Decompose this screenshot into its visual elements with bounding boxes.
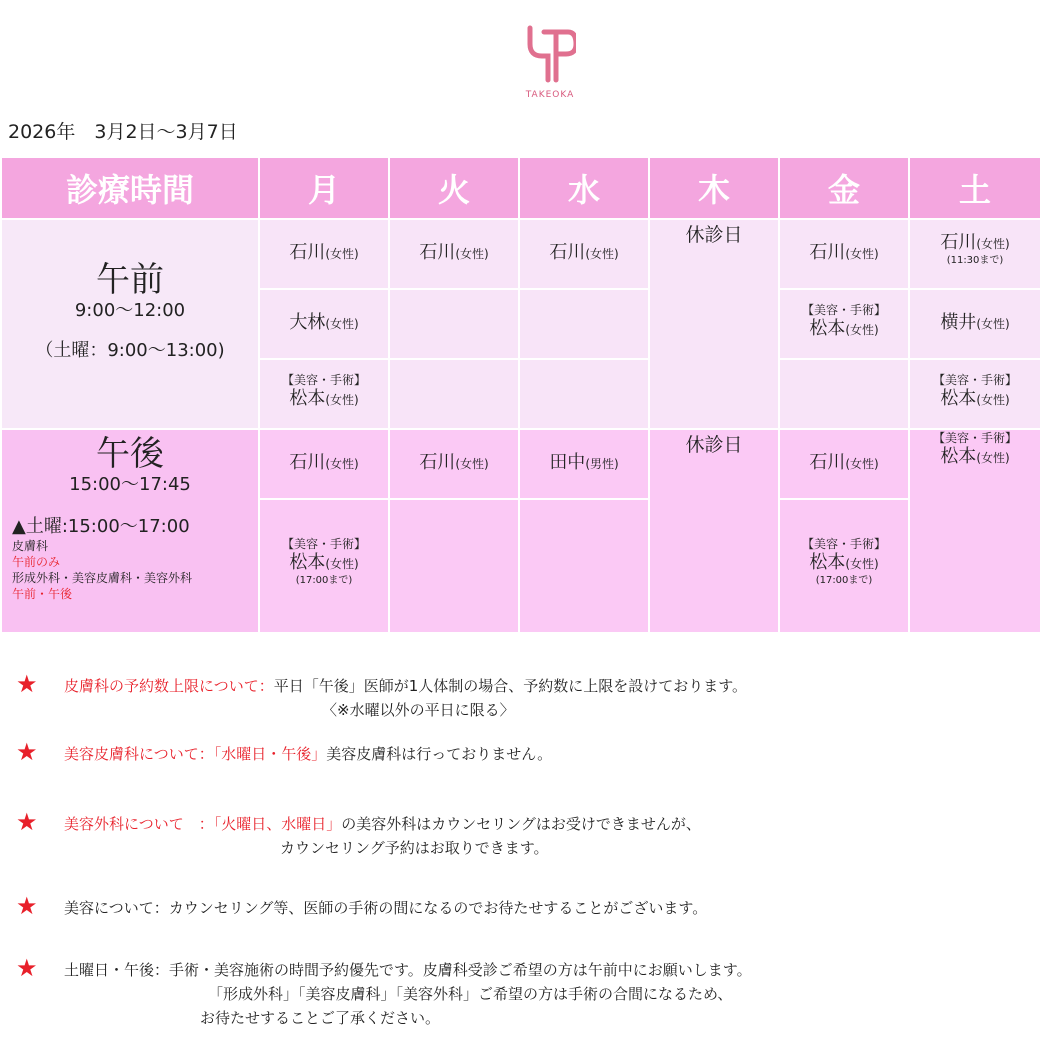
- doctor-name: 田中: [549, 452, 586, 473]
- am-tue-3: [389, 359, 519, 429]
- pm-fri-2: [779, 499, 909, 633]
- star-icon: ★: [16, 670, 38, 698]
- doctor-name: 松本: [940, 388, 977, 409]
- pm-mon-1: [259, 429, 389, 499]
- am-row-1: [1, 219, 1040, 289]
- pm-fri-1: [779, 429, 909, 499]
- doctor-gender: (女性): [845, 557, 879, 571]
- dept-tag: 【美容・手術】: [281, 537, 366, 551]
- doctor-name: 松本: [809, 318, 846, 339]
- am-fri-3: [779, 359, 909, 429]
- doctor-name: 石川: [809, 242, 846, 263]
- note-body: 平日「午後」医師が1人体制の場合、予約数に上限を設けております。: [273, 677, 748, 695]
- doctor-name: 石川: [419, 242, 456, 263]
- pm-wed-2: [519, 499, 649, 633]
- closed-label: 休診日: [685, 434, 743, 456]
- note-continuation: お待たせすることご了承ください。: [200, 1009, 441, 1027]
- am-mon-2: [259, 289, 389, 359]
- pm-hours: 15:00～17:45: [69, 474, 191, 495]
- note-body: 美容皮膚科は行っておりません。: [326, 745, 553, 763]
- am-wed-1: [519, 219, 649, 289]
- header-fri: 金: [779, 157, 909, 219]
- dept-note: 形成外科・美容皮膚科・美容外科: [12, 571, 193, 585]
- dept-tag: 【美容・手術】: [932, 431, 1017, 445]
- header-sat: 土: [909, 157, 1040, 219]
- header-time: 診療時間: [1, 157, 259, 219]
- doctor-gender: (女性): [455, 247, 489, 261]
- am-sat-3: [909, 359, 1040, 429]
- am-time-cell: [1, 219, 259, 429]
- dept-note-hours: 午前のみ: [12, 555, 61, 569]
- star-icon: ★: [16, 892, 38, 920]
- doctor-gender: (女性): [325, 247, 359, 261]
- am-tue-1: [389, 219, 519, 289]
- header-thu: 木: [649, 157, 779, 219]
- doctor-name: 石川: [940, 232, 977, 253]
- note-body: の美容外科はカウンセリングはお受けできませんが、: [341, 815, 701, 833]
- doctor-name: 松本: [940, 446, 977, 467]
- doctor-gender: (女性): [325, 393, 359, 407]
- takeoka-logo: [520, 24, 580, 106]
- until-note: (11:30まで): [946, 255, 1004, 266]
- am-sat-1: [909, 219, 1040, 289]
- schedule-table: [0, 156, 1040, 634]
- pm-tue-1: [389, 429, 519, 499]
- am-hours: 9:00～12:00: [74, 300, 186, 321]
- note-heading: 美容皮膚科について：「水曜日・午後」: [64, 745, 327, 763]
- pm-time-cell: [1, 429, 259, 633]
- dept-tag: 【美容・手術】: [281, 373, 366, 387]
- dept-tag: 【美容・手術】: [801, 303, 886, 317]
- doctor-gender: (女性): [976, 393, 1010, 407]
- doctor-gender: (女性): [845, 323, 879, 337]
- doctor-gender: (女性): [455, 457, 489, 471]
- until-note: (17:00まで): [295, 575, 353, 586]
- am-sat-hours: （土曜：9:00～13:00): [35, 340, 225, 361]
- header-wed: 水: [519, 157, 649, 219]
- doctor-name: 石川: [289, 242, 326, 263]
- pm-mon-2: [259, 499, 389, 633]
- logo-mark-icon: [524, 24, 576, 84]
- doctor-gender: (女性): [845, 457, 879, 471]
- dept-note-hours: 午前・午後: [12, 587, 73, 601]
- doctor-name: 松本: [289, 388, 326, 409]
- note-heading: 皮膚科の予約数上限について：: [64, 677, 274, 695]
- doctor-gender: (女性): [325, 557, 359, 571]
- doctor-gender: (女性): [976, 317, 1010, 331]
- note-continuation: 〈※水曜以外の平日に限る〉: [322, 701, 515, 719]
- am-fri-2: [779, 289, 909, 359]
- dept-note: 皮膚科: [12, 539, 49, 553]
- pm-wed-1: [519, 429, 649, 499]
- doctor-name: 石川: [549, 242, 586, 263]
- am-tue-2: [389, 289, 519, 359]
- doctor-name: 石川: [809, 452, 846, 473]
- doctor-gender: (女性): [325, 317, 359, 331]
- note-body: 土曜日・午後：手術・美容施術の時間予約優先です。皮膚科受診ご希望の方は午前中にお願いします。: [64, 961, 752, 979]
- doctor-gender: (女性): [845, 247, 879, 261]
- doctor-gender: (女性): [585, 247, 619, 261]
- doctor-name: 松本: [289, 552, 326, 573]
- logo-text: TAKEOKA: [525, 90, 575, 100]
- doctor-name: 石川: [419, 452, 456, 473]
- doctor-gender: (女性): [325, 457, 359, 471]
- am-wed-2: [519, 289, 649, 359]
- dept-tag: 【美容・手術】: [932, 373, 1017, 387]
- header-row: [1, 157, 1040, 219]
- pm-sat: [909, 429, 1040, 633]
- header-mon: 月: [259, 157, 389, 219]
- doctor-gender: (女性): [976, 237, 1010, 251]
- am-wed-3: [519, 359, 649, 429]
- am-sat-2: [909, 289, 1040, 359]
- until-note: (17:00まで): [815, 575, 873, 586]
- note-continuation: 「形成外科」「美容皮膚科」「美容外科」ご希望の方は手術の合間になるため、: [208, 985, 733, 1003]
- pm-label: 午後: [96, 434, 164, 474]
- schedule-period: 2026年 3月2日～3月7日: [8, 121, 238, 143]
- doctor-name: 横井: [940, 312, 977, 333]
- doctor-name: 石川: [289, 452, 326, 473]
- doctor-name: 松本: [809, 552, 846, 573]
- pm-thu-closed: [649, 429, 779, 633]
- doctor-name: 大林: [289, 312, 326, 333]
- am-fri-1: [779, 219, 909, 289]
- pm-row-1: [1, 429, 1040, 499]
- note-body: 美容について：カウンセリング等、医師の手術の間になるのでお待たせすることがございます。: [64, 899, 708, 917]
- am-mon-1: [259, 219, 389, 289]
- am-mon-3: [259, 359, 389, 429]
- pm-tue-2: [389, 499, 519, 633]
- pm-sat-hours: ▲土曜:15:00～17:00: [12, 516, 190, 537]
- star-icon: ★: [16, 954, 38, 982]
- am-label: 午前: [96, 260, 164, 300]
- note-heading: 美容外科について ：「火曜日、水曜日」: [64, 815, 342, 833]
- am-thu-closed: [649, 219, 779, 429]
- header-tue: 火: [389, 157, 519, 219]
- note-continuation: カウンセリング予約はお取りできます。: [280, 839, 549, 857]
- doctor-gender: (女性): [976, 451, 1010, 465]
- star-icon: ★: [16, 738, 38, 766]
- doctor-gender: (男性): [585, 457, 619, 471]
- closed-label: 休診日: [685, 224, 743, 246]
- dept-tag: 【美容・手術】: [801, 537, 886, 551]
- star-icon: ★: [16, 808, 38, 836]
